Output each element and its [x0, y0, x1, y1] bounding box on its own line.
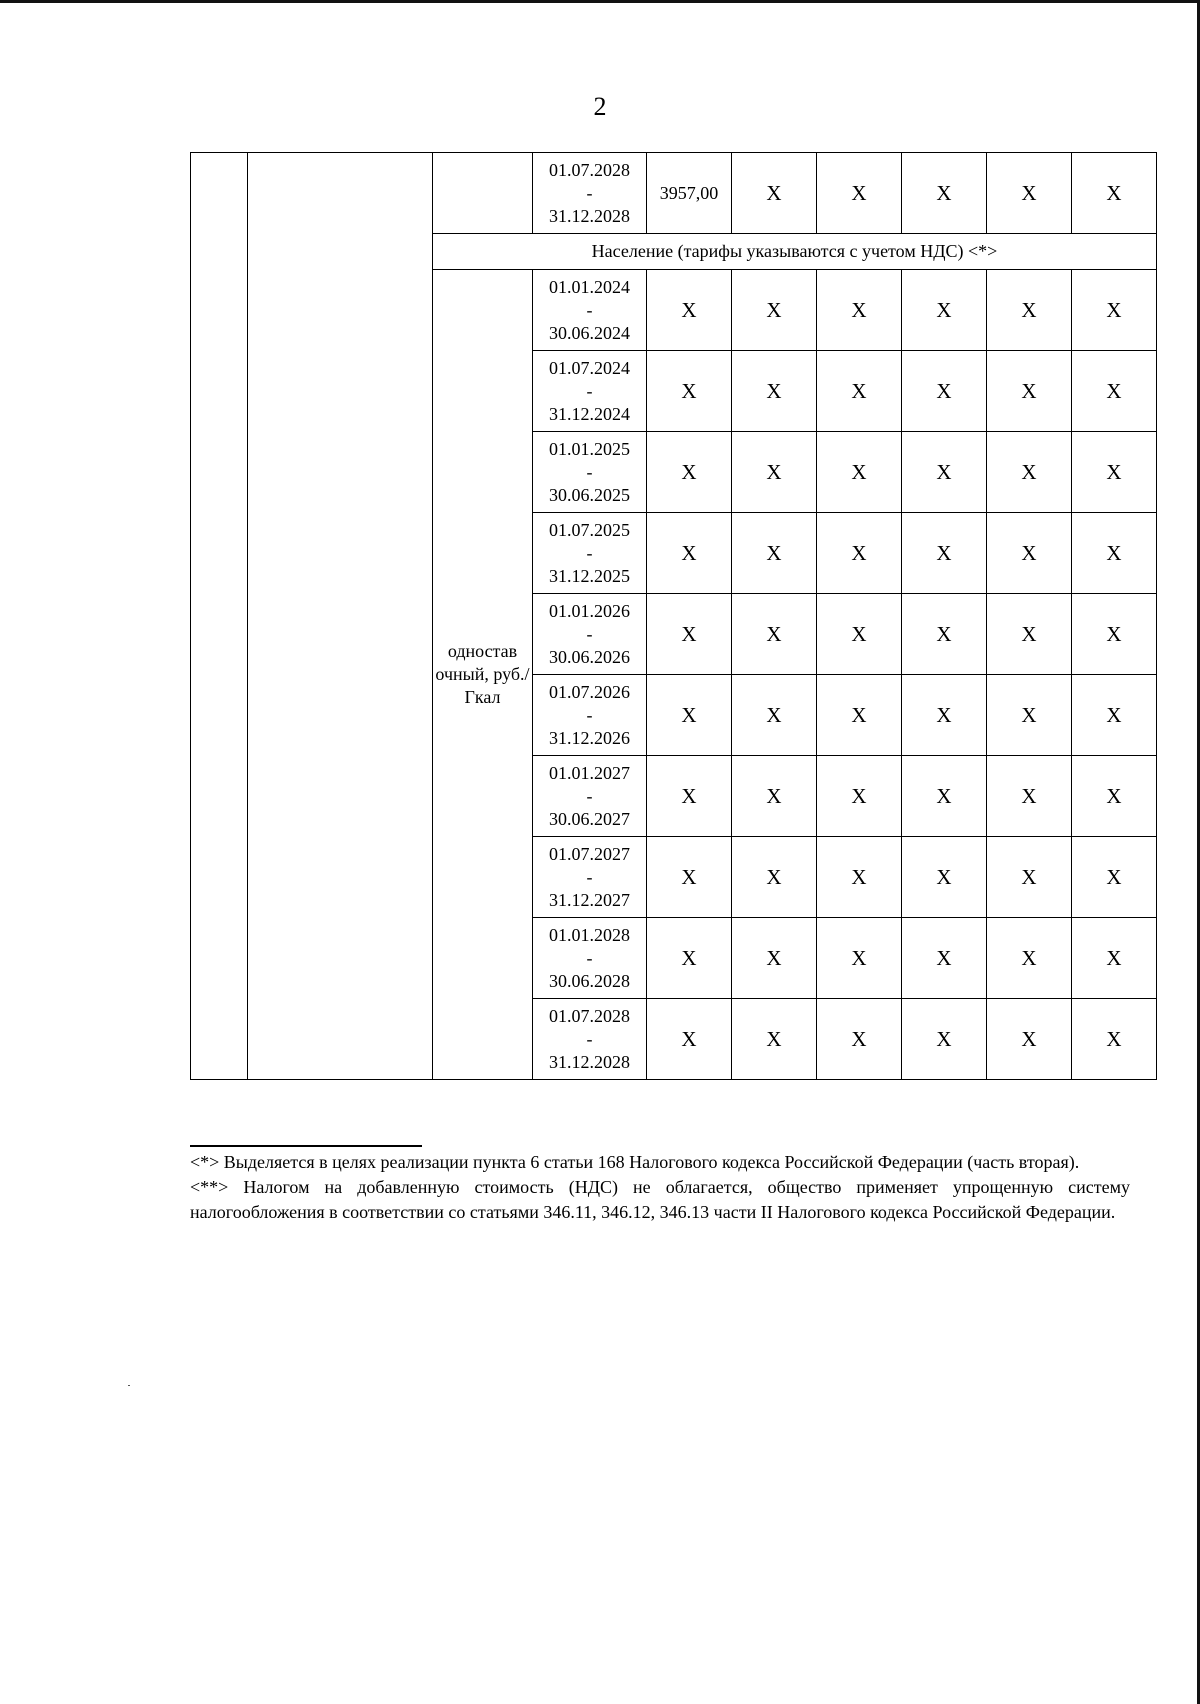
x-cell: X: [647, 270, 732, 351]
x-cell: X: [902, 351, 987, 432]
period-cell: [533, 351, 647, 432]
period-start: 01.01.2024: [549, 276, 630, 297]
x-cell: X: [817, 432, 902, 513]
period-end: 30.06.2025: [549, 484, 630, 505]
period-start: 01.01.2028: [549, 924, 630, 945]
period-end: 30.06.2024: [549, 322, 630, 343]
period-start: 01.01.2025: [549, 438, 630, 459]
period-end: 31.12.2026: [549, 727, 630, 748]
period-cell: [533, 918, 647, 999]
x-cell: X: [902, 432, 987, 513]
period-cell: [533, 675, 647, 756]
period-cell: [533, 270, 647, 351]
unit-cell: одностав очный, руб./Гкал: [433, 270, 533, 1080]
x-cell: X: [1072, 270, 1157, 351]
x-cell: X: [902, 756, 987, 837]
x-cell: X: [1072, 351, 1157, 432]
x-cell: X: [902, 513, 987, 594]
period-start: 01.01.2026: [549, 600, 630, 621]
x-cell: X: [1072, 918, 1157, 999]
x-cell: X: [987, 432, 1072, 513]
x-cell: X: [987, 999, 1072, 1080]
period-sep: -: [586, 380, 593, 401]
x-cell: X: [987, 351, 1072, 432]
period-end: 31.12.2025: [549, 565, 630, 586]
period-end: 31.12.2024: [549, 403, 630, 424]
x-cell: X: [902, 918, 987, 999]
x-cell: X: [1072, 837, 1157, 918]
footnotes: [190, 1150, 1130, 1225]
period-start: 01.07.2028: [549, 159, 630, 180]
x-cell: X: [647, 837, 732, 918]
period-cell: [533, 837, 647, 918]
x-cell: X: [647, 999, 732, 1080]
x-cell: X: [732, 918, 817, 999]
x-cell: X: [817, 675, 902, 756]
x-cell: X: [647, 918, 732, 999]
x-cell: X: [987, 918, 1072, 999]
x-cell: X: [647, 675, 732, 756]
x-cell: X: [902, 270, 987, 351]
period-end: 30.06.2028: [549, 970, 630, 991]
x-cell: X: [817, 351, 902, 432]
col-number-cell: [191, 153, 248, 1080]
x-cell: X: [647, 513, 732, 594]
x-cell: X: [732, 270, 817, 351]
footnote-rule: [190, 1145, 422, 1147]
x-cell: X: [732, 675, 817, 756]
x-cell: X: [732, 999, 817, 1080]
x-cell: X: [732, 756, 817, 837]
period-start: 01.01.2027: [549, 762, 630, 783]
period-end: 30.06.2027: [549, 808, 630, 829]
page-border-top: [0, 0, 1200, 3]
x-cell: X: [647, 756, 732, 837]
x-cell: X: [647, 351, 732, 432]
x-cell: X: [817, 513, 902, 594]
page-number: 2: [593, 92, 607, 121]
period-start: 01.07.2026: [549, 681, 630, 702]
period-end: 31.12.2027: [549, 889, 630, 910]
x-cell: X: [1072, 513, 1157, 594]
period-end: 31.12.2028: [549, 1051, 630, 1072]
period-start: 01.07.2028: [549, 1005, 630, 1026]
period-sep: -: [586, 182, 593, 203]
period-start: 01.07.2027: [549, 843, 630, 864]
period-sep: -: [586, 299, 593, 320]
x-cell: X: [817, 594, 902, 675]
x-cell: X: [902, 594, 987, 675]
period-start: 01.07.2024: [549, 357, 630, 378]
period-sep: -: [586, 1028, 593, 1049]
x-cell: X: [987, 153, 1072, 234]
period-end: 31.12.2028: [549, 205, 630, 226]
x-cell: X: [817, 999, 902, 1080]
period-sep: -: [586, 704, 593, 725]
period-sep: -: [586, 866, 593, 887]
x-cell: X: [987, 675, 1072, 756]
footnote-2: <**> Налогом на добавленную стоимость (НДС) не облагается, общество применяет упрощенную систему налогообложения в соответствии со статьями 346.11, 346.12, 346.13 части II Налогового кодекса Российской Федерации.: [190, 1177, 1130, 1222]
x-cell: X: [1072, 594, 1157, 675]
x-cell: X: [817, 153, 902, 234]
x-cell: X: [987, 270, 1072, 351]
x-cell: X: [902, 675, 987, 756]
x-cell: X: [1072, 756, 1157, 837]
period-cell: [533, 999, 647, 1080]
period-sep: -: [586, 542, 593, 563]
x-cell: X: [1072, 153, 1157, 234]
x-cell: X: [1072, 999, 1157, 1080]
x-cell: X: [732, 837, 817, 918]
period-cell: [533, 432, 647, 513]
x-cell: X: [732, 513, 817, 594]
x-cell: X: [902, 837, 987, 918]
x-cell: X: [817, 837, 902, 918]
footnote-1: <*> Выделяется в целях реализации пункта 6 статьи 168 Налогового кодекса Российской Федерации (часть вторая).: [190, 1152, 1080, 1172]
x-cell: X: [1072, 432, 1157, 513]
period-sep: -: [586, 461, 593, 482]
x-cell: X: [987, 756, 1072, 837]
period-cell: [533, 594, 647, 675]
x-cell: X: [732, 153, 817, 234]
x-cell: X: [647, 432, 732, 513]
scan-speck: [128, 1385, 130, 1386]
period-cell: [533, 513, 647, 594]
x-cell: X: [1072, 675, 1157, 756]
period-start: 01.07.2025: [549, 519, 630, 540]
x-cell: X: [987, 837, 1072, 918]
x-cell: X: [647, 594, 732, 675]
table-row-top: [191, 153, 1157, 234]
x-cell: X: [902, 999, 987, 1080]
x-cell: X: [732, 594, 817, 675]
unit-cell-empty: [433, 153, 533, 234]
period-cell: [533, 756, 647, 837]
period-cell: [533, 153, 647, 234]
x-cell: X: [817, 918, 902, 999]
x-cell: X: [817, 756, 902, 837]
tariff-table: [190, 152, 1157, 1080]
x-cell: X: [987, 513, 1072, 594]
x-cell: X: [987, 594, 1072, 675]
period-sep: -: [586, 785, 593, 806]
x-cell: X: [732, 432, 817, 513]
tariff-value-cell: 3957,00: [647, 153, 732, 234]
period-end: 30.06.2026: [549, 646, 630, 667]
x-cell: X: [732, 351, 817, 432]
x-cell: X: [902, 153, 987, 234]
x-cell: X: [817, 270, 902, 351]
period-sep: -: [586, 947, 593, 968]
col-name-cell: [248, 153, 433, 1080]
period-sep: -: [586, 623, 593, 644]
section-header: Население (тарифы указываются с учетом НДС) <*>: [433, 234, 1157, 270]
